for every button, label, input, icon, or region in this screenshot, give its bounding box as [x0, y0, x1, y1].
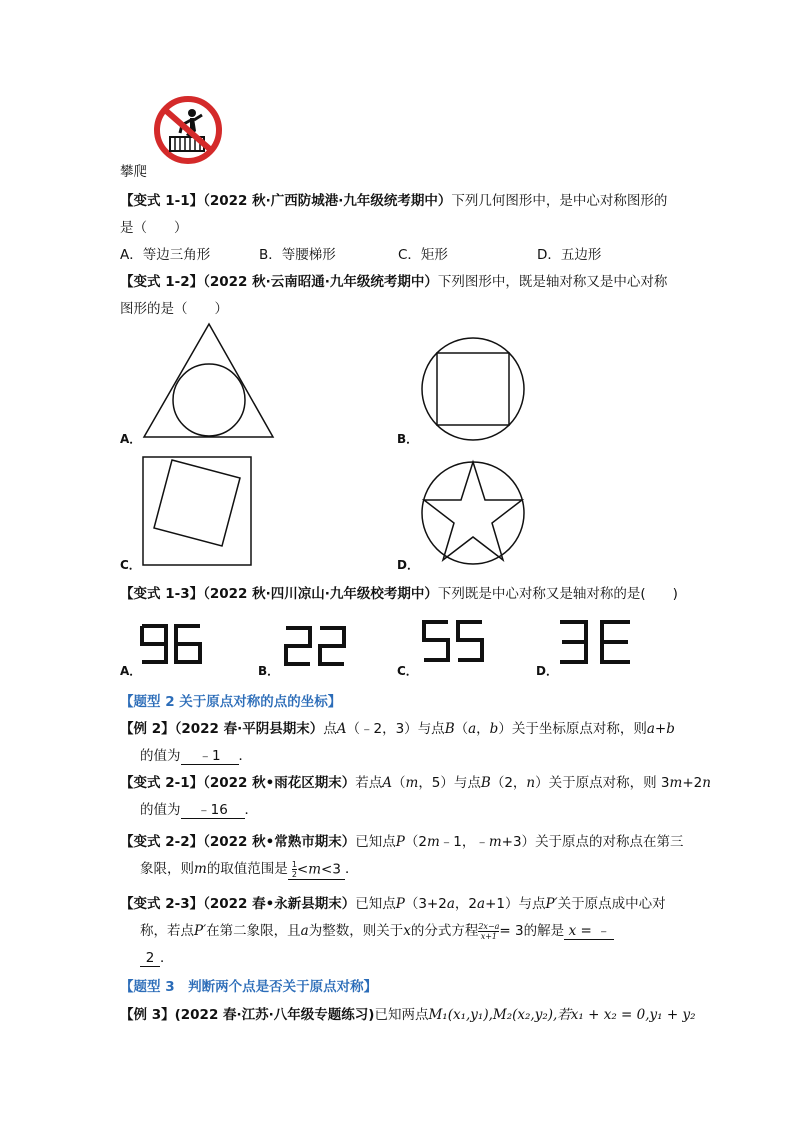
text: 的值为	[140, 748, 181, 764]
option-d: D．五边形	[537, 247, 602, 263]
var: A	[382, 775, 392, 791]
question-tag: 【变式 2-2】	[120, 834, 204, 850]
var: P	[395, 896, 405, 912]
var: a+b	[646, 721, 675, 737]
text: 已知两点	[374, 1007, 429, 1023]
var: m	[488, 834, 502, 850]
text: 与点	[453, 775, 481, 791]
figure-label-d: D．	[397, 558, 419, 572]
var: P′	[545, 896, 558, 912]
question-v21-line2	[140, 798, 258, 819]
question-source: （2022 秋•常熟市期末）	[203, 834, 356, 850]
segment-digits-22-icon	[284, 624, 350, 668]
option-label-a: A．	[120, 664, 142, 678]
figure-label-c: C．	[120, 558, 141, 572]
question-source: （2022 秋·四川凉山·九年级校考期中）	[203, 586, 438, 602]
question-stem-line2: 是（ ）	[120, 220, 188, 236]
text: <3	[321, 861, 341, 877]
segment-digits-96-icon	[140, 622, 206, 666]
question-v22	[120, 830, 684, 850]
var: a	[468, 721, 477, 737]
text: 若点	[355, 775, 383, 791]
question-v12	[120, 270, 667, 290]
figure-label-a: A．	[120, 432, 142, 446]
text: <	[296, 861, 309, 877]
answer-blank: x = ﹣	[564, 919, 614, 940]
var: B	[480, 775, 491, 791]
text: 的分式方程	[410, 923, 479, 939]
square-with-rotated-square-icon	[142, 456, 254, 568]
option-label-b: B．	[258, 664, 280, 678]
var: n	[526, 775, 536, 791]
text: ，5）	[418, 775, 454, 791]
var-a: A	[336, 721, 347, 737]
question-v21	[120, 771, 711, 791]
var: a	[300, 923, 309, 939]
text: = 3	[499, 923, 524, 939]
numerator: 2x−a	[478, 921, 500, 931]
question-tag: 【变式 1-3】	[120, 586, 204, 602]
text: 与点	[518, 896, 546, 912]
question-source: （2022 秋·云南昭通·九年级统考期中）	[203, 274, 438, 290]
text: ，2	[454, 896, 477, 912]
question-stem-line2: 图形的是（ ）	[120, 301, 228, 317]
question-stem: 下列既是中心对称又是轴对称的是( )	[437, 586, 678, 602]
text: 已知点	[355, 896, 396, 912]
text: 的解是	[523, 923, 565, 939]
text: ﹣1，﹣	[439, 834, 489, 850]
example-2	[120, 717, 675, 737]
segment-digits-55-icon	[422, 618, 488, 664]
example-2-line2	[140, 744, 252, 765]
topic-2-title: 【题型 2 关于原点对称的点的坐标】	[120, 694, 342, 710]
text: +2	[682, 775, 703, 791]
segment-digits-3E-icon	[558, 618, 634, 666]
var: a	[446, 896, 455, 912]
question-source: （2022 春·平阴县期末）	[174, 721, 324, 737]
text: ，	[476, 721, 490, 737]
var: x	[403, 923, 411, 939]
text: ）	[498, 721, 512, 737]
question-tag: 【例 2】	[120, 721, 175, 737]
text: 为整数，则关于	[308, 923, 404, 939]
figure-label-b: B．	[397, 432, 419, 446]
text: （2，	[490, 775, 527, 791]
question-stem: 下列图形中，既是轴对称又是中心对称	[437, 274, 668, 290]
question-v22-line2	[140, 857, 358, 880]
text: +3）	[501, 834, 536, 850]
question-v13	[120, 582, 678, 602]
var: m	[405, 775, 419, 791]
circle-with-star-icon	[420, 460, 526, 566]
option-c: C．矩形	[398, 247, 448, 263]
text: ．	[344, 861, 359, 877]
var: n	[702, 775, 711, 791]
text: 关于原点成中心对	[557, 896, 666, 912]
denominator: 2	[291, 869, 297, 879]
triangle-with-inscribed-circle-icon	[142, 322, 276, 440]
text: （	[454, 721, 469, 737]
var: m	[669, 775, 683, 791]
text: 已知点	[355, 834, 396, 850]
question-source: （2022 秋·广西防城港·九年级统考期中）	[203, 193, 452, 209]
text: 与点	[417, 721, 445, 737]
text: （3+2	[404, 896, 447, 912]
answer-blank	[288, 860, 345, 880]
answer-blank: 2	[140, 950, 160, 967]
text: 称，若点	[140, 923, 194, 939]
question-tag: 【变式 1-2】	[120, 274, 204, 290]
question-source: （2022 春•永新县期末）	[203, 896, 356, 912]
no-climbing-sign-icon	[150, 97, 226, 161]
text: 关于坐标原点对称，则	[511, 721, 647, 737]
topic-3-title: 【题型 3 判断两个点是否关于原点对称】	[120, 979, 378, 995]
option-b: B．等腰梯形	[259, 247, 336, 263]
text: 关于原点的对称点在第三	[535, 834, 684, 850]
text: （	[392, 775, 406, 791]
text: ）	[535, 775, 549, 791]
question-stem: 下列几何图形中，是中心对称图形的	[451, 193, 668, 209]
var: b	[489, 721, 499, 737]
var-b: B	[444, 721, 455, 737]
question-tag: 【例 3】	[120, 1007, 175, 1023]
text: 在第二象限，且	[206, 923, 301, 939]
text: （2	[404, 834, 427, 850]
answer-blank: ﹣1	[181, 744, 239, 765]
question-tag: 【变式 1-1】	[120, 193, 204, 209]
option-label-c: C．	[397, 664, 418, 678]
var: m	[426, 834, 440, 850]
var: m	[194, 861, 207, 877]
var: P′	[194, 923, 207, 939]
question-source: （2022 秋•雨花区期末）	[203, 775, 356, 791]
answer-blank: ﹣16	[181, 798, 245, 819]
example-3	[120, 1003, 696, 1023]
text: +1）	[485, 896, 519, 912]
text: 的取值范围是	[206, 861, 288, 877]
question-v23-line2	[140, 919, 614, 941]
option-label-d: D．	[536, 664, 558, 678]
question-v23-line3	[140, 946, 174, 967]
text: ．	[160, 950, 174, 966]
question-tag: 【变式 2-1】	[120, 775, 204, 791]
sign-caption: 攀爬	[120, 164, 147, 180]
var: P	[395, 834, 405, 850]
var: a	[477, 896, 486, 912]
text: 关于原点对称，则 3	[548, 775, 670, 791]
text: （﹣2，3）	[346, 721, 418, 737]
question-v23	[120, 892, 666, 912]
text: 的值为	[140, 802, 181, 818]
numerator: 1	[291, 859, 297, 869]
question-source: (2022 春·江苏·八年级专题练习)	[174, 1007, 375, 1023]
fraction	[478, 922, 499, 941]
var: m	[308, 861, 322, 877]
option-a: A．等边三角形	[120, 247, 211, 263]
question-v11	[120, 189, 667, 209]
denominator: x+1	[480, 931, 498, 941]
text: ．	[244, 802, 258, 818]
math-expression: M₁(x₁,y₁),M₂(x₂,y₂),若x₁ + x₂ = 0,y₁ + y₂	[428, 1007, 696, 1023]
question-tag: 【变式 2-3】	[120, 896, 204, 912]
circle-with-inscribed-square-icon	[420, 336, 526, 442]
text: 点	[323, 721, 337, 737]
text: ．	[238, 748, 252, 764]
text: 象限，则	[140, 861, 194, 877]
